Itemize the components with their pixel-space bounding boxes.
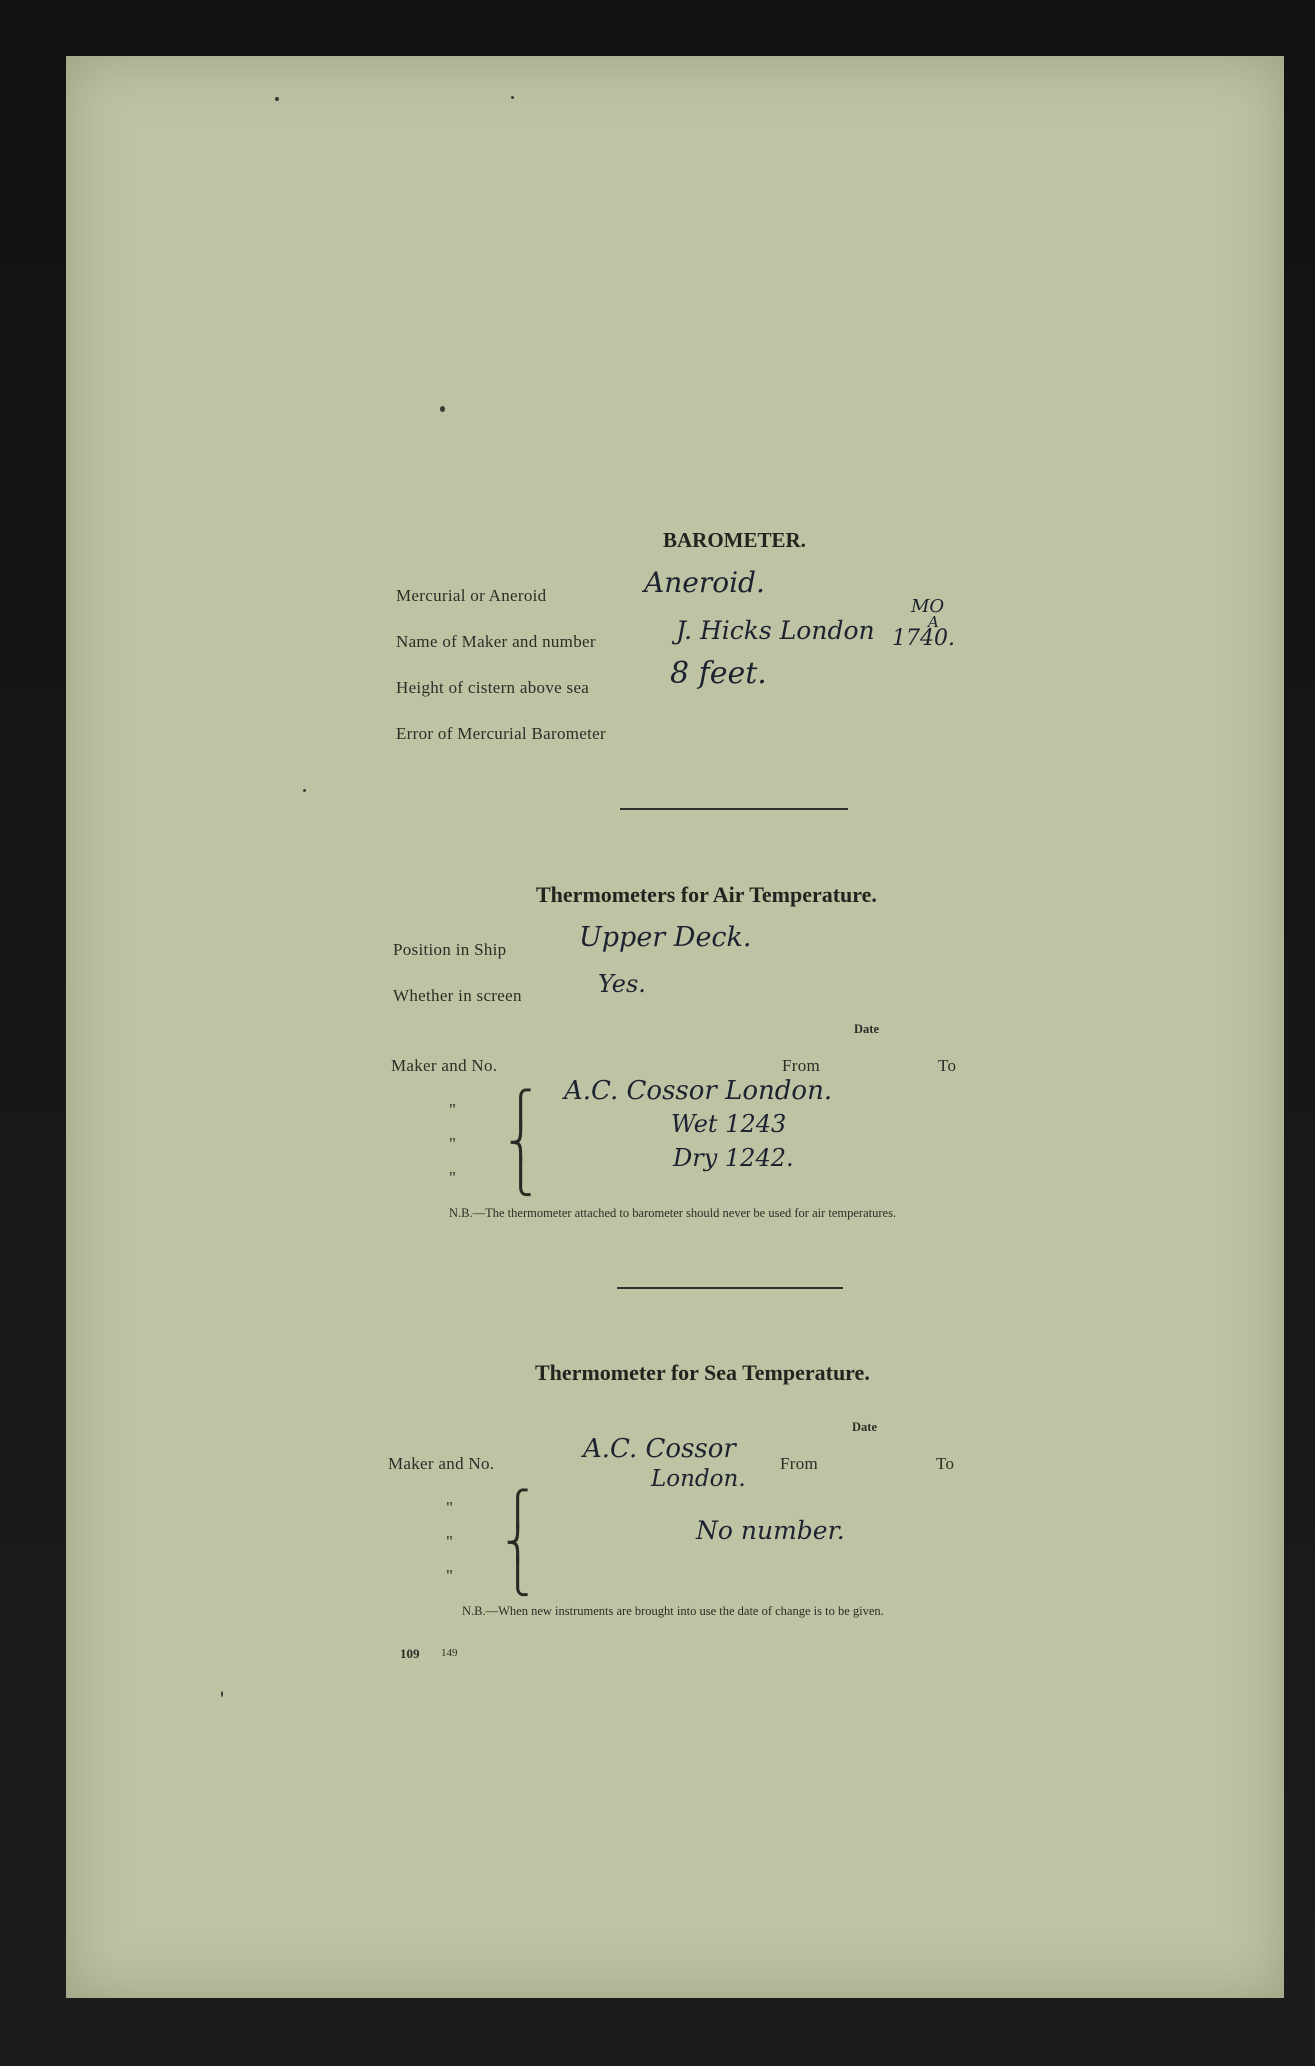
paper-speck [221, 1691, 223, 1697]
position-in-ship-value: Upper Deck. [579, 922, 752, 953]
position-in-ship-label: Position in Ship [393, 940, 507, 959]
sea-maker-and-no-label: Maker and No. [388, 1454, 495, 1473]
air-wet-entry: Wet 1243 [671, 1110, 787, 1138]
paper-speck [440, 406, 445, 412]
mercurial-or-aneroid-label: Mercurial or Aneroid [396, 586, 547, 605]
sea-maker-entry: A.C. Cossor [583, 1434, 736, 1464]
sea-maker-city-entry: London. [651, 1466, 746, 1492]
error-of-mercurial-barometer-label: Error of Mercurial Barometer [396, 724, 606, 743]
height-of-cistern-value: 8 feet. [670, 656, 767, 691]
document-page [66, 56, 1284, 1998]
maker-and-number-value: J. Hicks London [676, 616, 875, 645]
sea-note: N.B.—When new instruments are brought into use the date of change is to be given. [462, 1604, 884, 1618]
sea-to-label: To [936, 1454, 955, 1473]
sea-ditto-mark: " [446, 1566, 454, 1585]
sea-brace: ⎧ ⎨ ⎩ [505, 1489, 531, 1597]
form-code: 109 [400, 1646, 420, 1661]
mercurial-or-aneroid-value: Aneroid. [644, 566, 765, 599]
air-ditto-mark: " [449, 1134, 457, 1153]
air-to-label: To [938, 1056, 957, 1075]
sea-date-label: Date [852, 1420, 877, 1434]
maker-number-value: 1740. [892, 626, 955, 651]
barometer-heading: BAROMETER. [663, 528, 806, 552]
air-from-label: From [782, 1056, 821, 1075]
air-date-label: Date [854, 1022, 879, 1036]
sea-ditto-mark: " [446, 1532, 454, 1551]
sea-from-label: From [780, 1454, 819, 1473]
maker-and-number-label: Name of Maker and number [396, 632, 596, 651]
sea-thermometer-heading: Thermometer for Sea Temperature. [535, 1360, 870, 1385]
height-of-cistern-label: Height of cistern above sea [396, 678, 590, 697]
paper-speck [511, 96, 514, 99]
section-divider [617, 1287, 843, 1289]
air-ditto-mark: " [449, 1168, 457, 1187]
whether-in-screen-value: Yes. [598, 970, 646, 998]
air-maker-entry: A.C. Cossor London. [564, 1076, 833, 1106]
sea-number-entry: No number. [696, 1516, 845, 1545]
air-thermometers-heading: Thermometers for Air Temperature. [536, 882, 877, 907]
air-maker-and-no-label: Maker and No. [391, 1056, 498, 1075]
maker-a-mark: A [928, 613, 939, 631]
air-dry-entry: Dry 1242. [673, 1144, 794, 1172]
paper-speck [275, 97, 279, 101]
maker-mo-mark: MO [911, 596, 945, 617]
section-divider [620, 808, 848, 810]
sea-ditto-mark: " [446, 1498, 454, 1517]
air-ditto-mark: " [449, 1100, 457, 1119]
form-code-secondary: 149 [441, 1647, 458, 1659]
paper-speck [303, 789, 306, 792]
air-brace: ⎧ ⎨ ⎩ [508, 1089, 534, 1197]
whether-in-screen-label: Whether in screen [393, 986, 522, 1005]
air-note: N.B.—The thermometer attached to barometer should never be used for air temperatures. [449, 1206, 897, 1220]
